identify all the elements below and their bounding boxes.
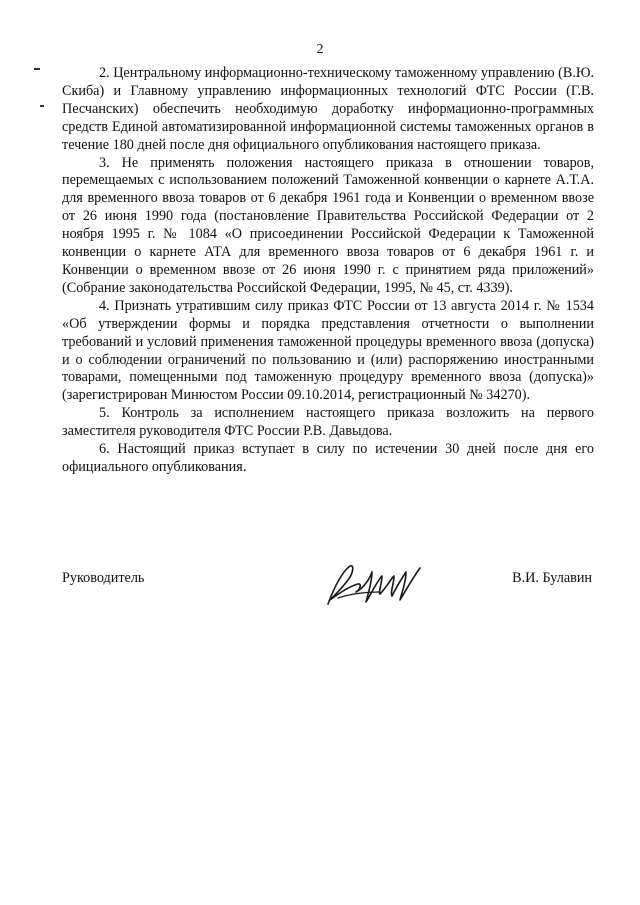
margin-mark-top bbox=[34, 68, 40, 70]
signatory-role: Руководитель bbox=[62, 570, 145, 586]
margin-mark-middle bbox=[40, 105, 44, 107]
page-number: 2 bbox=[316, 42, 324, 57]
paragraph-4: 4. Признать утратившим силу приказ ФТС России от 13 августа 2014 г. № 1534 «Об утверждении формы и порядка представления отчетности о выполнении требований и условий применения таможенной процедуры временного ввоза (допуска) и о соблюдении ограничений по пользованию и (или) распоряжению иностранными товарами, помещенными под таможенную процедуру временного ввоза (допуска)» (зарегистрирован Минюстом России 09.10.2014, регистрационный № 34270). bbox=[62, 297, 594, 404]
paragraph-2: 2. Центральному информационно-техническому таможенному управлению (В.Ю. Скиба) и Главному управлению информационных технологий ФТС России (Г.В. Песчанских) обеспечить необходимую доработку информационно-программных средств Единой автоматизированной информационной системы таможенных органов в течение 180 дней после дня официального опубликования настоящего приказа. bbox=[62, 65, 594, 153]
signature-block bbox=[62, 568, 594, 628]
paragraph-3: 3. Не применять положения настоящего приказа в отношении товаров, перемещаемых с использованием положений Таможенной конвенции о карнете А.Т.А. для временного ввоза товаров от 6 декабря 1961 года и Конвенции о временном ввозе от 26 июня 1990 года (постановление Правительства Российской Федерации от 2 ноября 1995 г. № 1084 «О присоединении Российской Федерации к Таможенной конвенции о карнете АТА для временного ввоза товаров от 6 декабря 1961 г. и Конвенции о временном ввозе от 26 июня 1990 г. с принятием ряда приложений» (Собрание законодательства Российской Федерации, 1995, № 45, ст. 4339). bbox=[62, 154, 594, 296]
paragraph-5: 5. Контроль за исполнением настоящего приказа возложить на первого заместителя руководителя ФТС России Р.В. Давыдова. bbox=[62, 405, 594, 440]
document-body bbox=[62, 65, 594, 477]
paragraph-6: 6. Настоящий приказ вступает в силу по истечении 30 дней после дня его официального опубликования. bbox=[62, 441, 594, 475]
signatory-name: В.И. Булавин bbox=[512, 570, 592, 586]
handwritten-signature bbox=[320, 558, 430, 610]
